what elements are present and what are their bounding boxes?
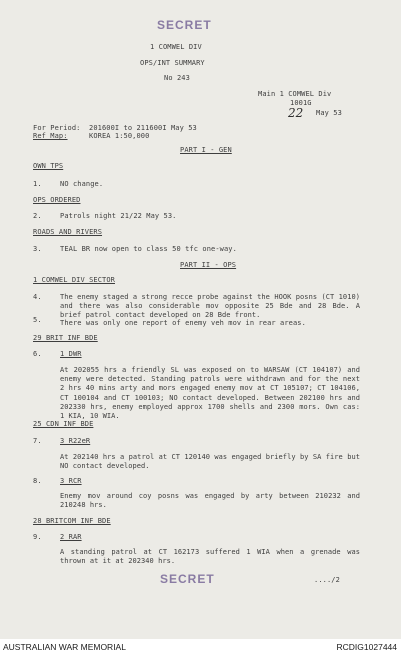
part2-title: PART II - OPS [180,261,237,269]
para-text: At 202140 hrs a patrol at CT 120140 was engaged briefly by SA fire but NO contact developed. [60,453,360,471]
para-text: NO change. [60,180,104,188]
para-number: 1. [33,180,42,188]
para-text: At 202055 hrs a friendly SL was exposed on to WARSAW (CT 104107) and enemy were detected. Standing patrols were withdrawn and for the next 2 hrs 40 mins arty and mors engaged enemy mov at CT 105107; CT 104106, CT 100104 and CT 100103; NO contact developed. Between 202100 hrs and 202330 hrs, enemy employed approx 1700 shells and 2300 mors. Own cas: 1 KIA, 10 WIA. [60,366,360,421]
para-number: 3. [33,245,42,253]
part1-title: PART I - GEN [180,146,232,154]
unit-name: 3 R22eR [60,437,91,445]
para-number: 5. [33,316,42,324]
refmap-value: KOREA 1:50,000 [89,132,150,140]
doc-header-number: No 243 [164,74,190,82]
heading-ops-ordered: OPS ORDERED [33,196,81,204]
unit-name: 3 RCR [60,477,82,485]
para-number: 2. [33,212,42,220]
secret-stamp-bottom: SECRET [160,572,215,586]
hq-date-month: May 53 [316,109,342,117]
period-label: For Period: [33,124,81,132]
period-value: 201600I to 211600I May 53 [89,124,197,132]
hq-address: Main 1 COMWEL Div [258,90,332,98]
unit-name: 1 DWR [60,350,82,358]
para-text: Patrols night 21/22 May 53. [60,212,177,220]
unit-name: 2 RAR [60,533,82,541]
heading-28-bde: 28 BRITCOM INF BDE [33,517,111,525]
heading-div-sector: 1 COMWEL DIV SECTOR [33,276,115,284]
archive-footer [0,639,401,654]
doc-header-unit: 1 COMWEL DIV [150,43,202,51]
hq-ref: 1001G [290,99,312,107]
para-text: A standing patrol at CT 162173 suffered 1 WIA when a grenade was thrown at it at 202340 hrs. [60,548,360,566]
record-id: RCDIG1027444 [336,642,397,652]
para-number: 7. [33,437,42,445]
para-number: 4. [33,293,42,301]
para-text: Enemy mov around coy posns was engaged by arty between 210232 and 210248 hrs. [60,492,360,510]
heading-own-tps: OWN TPS [33,162,64,170]
refmap-label: Ref Map: [33,132,68,140]
para-number: 8. [33,477,42,485]
heading-roads-rivers: ROADS AND RIVERS [33,228,103,236]
secret-stamp-top: SECRET [157,18,212,32]
heading-25-bde: 25 CDN INF BDE [33,420,94,428]
para-text: TEAL BR now open to class 50 tfc one-way. [60,245,237,253]
continuation-mark: ..../2 [314,576,340,584]
para-text: The enemy staged a strong recce probe against the HOOK posns (CT 1010) and there was also considerable mov opposite 25 Bde and 28 Bde. A brief patrol contact developed on 28 Bde front. [60,293,360,320]
heading-29-bde: 29 BRIT INF BDE [33,334,98,342]
para-number: 6. [33,350,42,358]
para-text: There was only one report of enemy veh mov in rear areas. [60,319,306,327]
archive-name: AUSTRALIAN WAR MEMORIAL [3,642,126,652]
handwritten-date: 22 [288,106,304,120]
doc-header-title: OPS/INT SUMMARY [140,59,205,67]
para-number: 9. [33,533,42,541]
